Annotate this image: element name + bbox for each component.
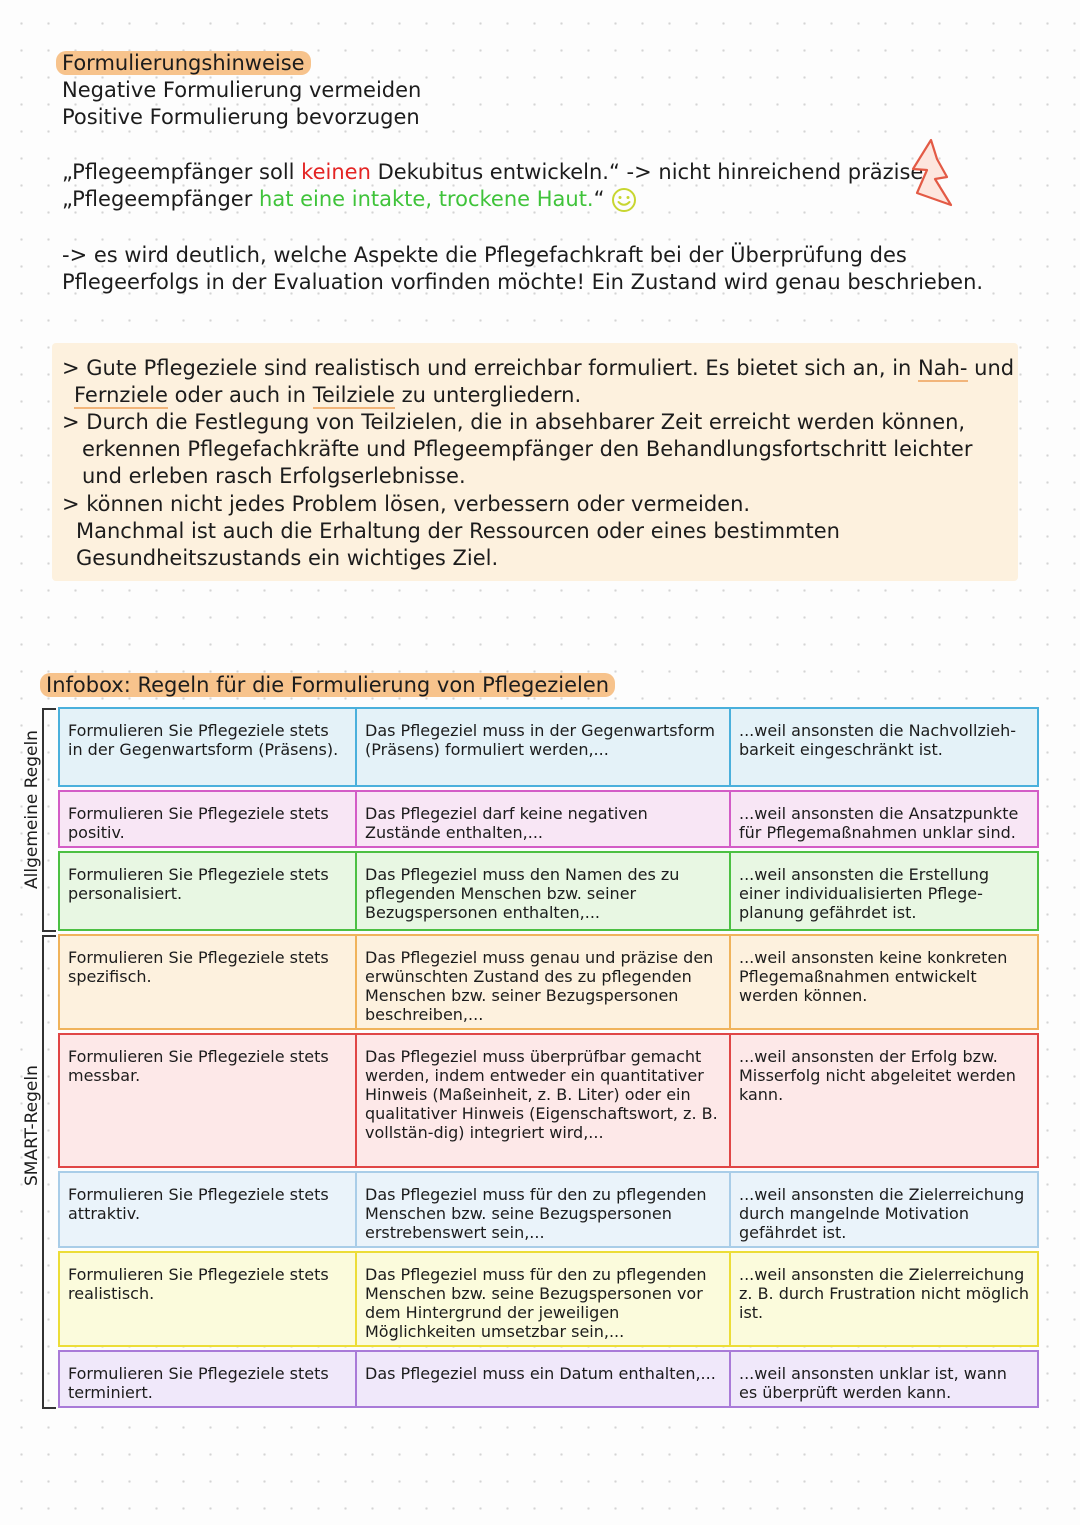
description-cell: Das Pflegeziel muss für den zu pflegenden Menschen bzw. seine Bezugspersonen vor dem Hintergrund der jeweiligen Möglichkeiten umsetzbar sein,...	[355, 1251, 729, 1347]
description-cell: Das Pflegeziel muss überprüfbar gemacht werden, indem entweder ein quantitativer Hinweis (Maßeinheit, z. B. Liter) oder ein qualitativer Hinweis (Eigenschaftswort, z. B. vollstän-dig) integriert wird,...	[355, 1033, 729, 1168]
table-row	[58, 707, 1039, 787]
group-label-smart: SMART-Regeln	[22, 1065, 42, 1186]
explanation-line-2: Pflegeerfolgs in der Evaluation vorfinden möchte! Ein Zustand wird genau beschrieben.	[62, 270, 984, 294]
group-label-general: Allgemeine Regeln	[22, 730, 42, 889]
description-cell: Das Pflegeziel muss für den zu pflegenden Menschen bzw. seine Bezugspersonen erstrebenswert sein,...	[355, 1171, 729, 1248]
note-line-1: > Gute Pflegeziele sind realistisch und erreichbar formuliert. Es bietet sich an, in Nah- und	[62, 356, 1015, 380]
infobox-title: Infobox: Regeln für die Formulierung von Pflegezielen	[40, 672, 615, 699]
section-title: Formulierungshinweise	[56, 50, 311, 77]
lightning-icon	[905, 137, 957, 209]
description-cell: Das Pflegeziel muss genau und präzise den erwünschten Zustand des zu pflegenden Menschen bzw. seiner Bezugspersonen beschreiben,...	[355, 934, 729, 1030]
table-row	[58, 934, 1039, 1030]
rule-cell: Formulieren Sie Pflegeziele stets positiv.	[58, 790, 355, 848]
keyword-keinen: keinen	[301, 160, 371, 184]
note-line-6: > können nicht jedes Problem lösen, verbessern oder vermeiden.	[62, 492, 751, 516]
reason-cell: ...weil ansonsten die Zielerreichung durch mangelnde Motivation gefährdet ist.	[729, 1171, 1039, 1248]
reason-cell: ...weil ansonsten die Nachvollzieh-barkeit eingeschränkt ist.	[729, 707, 1039, 787]
description-cell: Das Pflegeziel muss den Namen des zu pflegenden Menschen bzw. seiner Bezugspersonen enthalten,...	[355, 851, 729, 931]
rule-cell: Formulieren Sie Pflegeziele stets attraktiv.	[58, 1171, 355, 1248]
rule-cell: Formulieren Sie Pflegeziele stets spezifisch.	[58, 934, 355, 1030]
note-line-8: Gesundheitszustands ein wichtiges Ziel.	[76, 546, 499, 570]
term-teilziele: Teilziele	[312, 383, 395, 407]
rule-cell: Formulieren Sie Pflegeziele stets realistisch.	[58, 1251, 355, 1347]
description-cell: Das Pflegeziel muss in der Gegenwartsform (Präsens) formuliert werden,...	[355, 707, 729, 787]
reason-cell: ...weil ansonsten der Erfolg bzw. Misserfolg nicht abgeleitet werden kann.	[729, 1033, 1039, 1168]
rule-cell: Formulieren Sie Pflegeziele stets messbar.	[58, 1033, 355, 1168]
reason-cell: ...weil ansonsten die Ansatzpunkte für Pflegemaßnahmen unklar sind.	[729, 790, 1039, 848]
table-row	[58, 1350, 1039, 1408]
note-line-2: Fernziele oder auch in Teilziele zu untergliedern.	[74, 383, 582, 407]
term-nah: Nah-	[918, 356, 968, 380]
rule-negative: Negative Formulierung vermeiden	[62, 78, 422, 102]
explanation-line-1: -> es wird deutlich, welche Aspekte die Pflegefachkraft bei der Überprüfung des	[62, 243, 907, 267]
smiley-icon	[611, 187, 637, 213]
rule-cell: Formulieren Sie Pflegeziele stets personalisiert.	[58, 851, 355, 931]
term-fernziele: Fernziele	[74, 383, 168, 407]
reason-cell: ...weil ansonsten keine konkreten Pflegemaßnahmen entwickelt werden können.	[729, 934, 1039, 1030]
rule-cell: Formulieren Sie Pflegeziele stets terminiert.	[58, 1350, 355, 1408]
table-row	[58, 1251, 1039, 1347]
table-row	[58, 790, 1039, 848]
note-line-7: Manchmal ist auch die Erhaltung der Ressourcen oder eines bestimmten	[76, 519, 840, 543]
note-line-3: > Durch die Festlegung von Teilzielen, die in absehbarer Zeit erreicht werden können,	[62, 410, 966, 434]
reason-cell: ...weil ansonsten unklar ist, wann es überprüft werden kann.	[729, 1350, 1039, 1408]
rules-table	[58, 704, 1039, 1411]
description-cell: Das Pflegeziel darf keine negativen Zustände enthalten,...	[355, 790, 729, 848]
description-cell: Das Pflegeziel muss ein Datum enthalten,...	[355, 1350, 729, 1408]
table-row	[58, 1033, 1039, 1168]
table-row	[58, 1171, 1039, 1248]
example-positive: „Pflegeempfänger hat eine intakte, trockene Haut.“	[62, 186, 637, 213]
general-rules-bracket	[42, 708, 56, 932]
rule-cell: Formulieren Sie Pflegeziele stets in der Gegenwartsform (Präsens).	[58, 707, 355, 787]
reason-cell: ...weil ansonsten die Erstellung einer individualisierten Pflege-planung gefährdet ist.	[729, 851, 1039, 931]
example-negative: „Pflegeempfänger soll keinen Dekubitus entwickeln.“ -> nicht hinreichend präzise	[62, 160, 924, 184]
reason-cell: ...weil ansonsten die Zielerreichung z. B. durch Frustration nicht möglich ist.	[729, 1251, 1039, 1347]
note-line-4: erkennen Pflegefachkräfte und Pflegeempfänger den Behandlungsfortschritt leichter	[82, 437, 973, 461]
rule-positive: Positive Formulierung bevorzugen	[62, 105, 420, 129]
note-box	[52, 343, 1018, 581]
smart-rules-bracket	[42, 935, 56, 1409]
note-line-5: und erleben rasch Erfolgserlebnisse.	[82, 464, 466, 488]
table-row	[58, 851, 1039, 931]
keyword-positive-goal: hat eine intakte, trockene Haut.	[259, 187, 594, 211]
